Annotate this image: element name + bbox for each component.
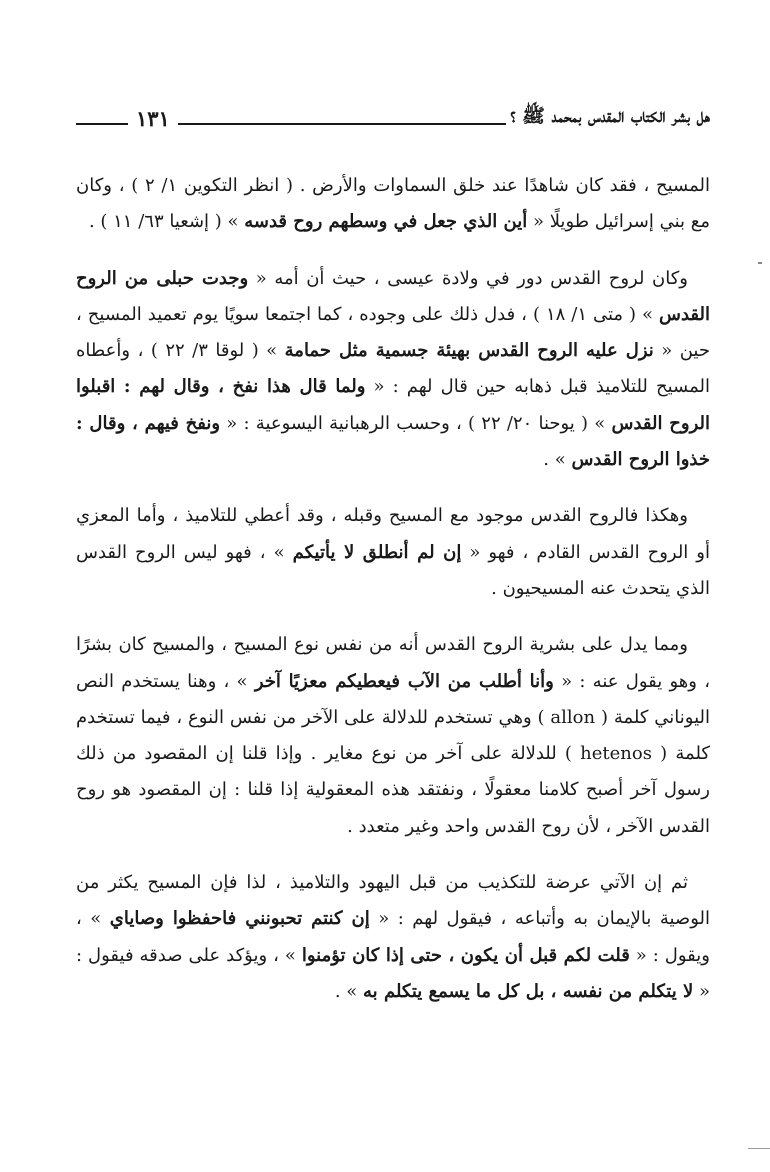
page-number: ١٣١	[136, 105, 170, 131]
body-text: » ( متى ١/ ١٨ ) ، فدل ذلك على وجوده ، كما اجتمعا سويًا يوم تعميد المسيح ، حين «	[76, 303, 710, 362]
quotation-text: وأنا أطلب من الآب فيعطيكم معزيًا آخر	[254, 670, 554, 692]
body-text: » .	[543, 449, 572, 471]
quotation-text: أين الذي جعل في وسطهم روح قدسه	[244, 211, 528, 233]
edge-line	[748, 1148, 770, 1149]
body-text: » ، ويؤكد على صدقه فيقول : «	[76, 944, 710, 1002]
paragraph-5	[76, 865, 710, 1010]
body-text: المسيح ، فقد كان شاهدًا عند خلق السماوات والأرض . ( انظر التكوين ١/ ٢ ) ، وكان مع بني إسرائيل طويلًا «	[76, 175, 711, 233]
quotation-text: وجدت حبلى من الروح القدس	[76, 267, 710, 325]
quotation-text: ولما قال هذا نفخ ، وقال لهم : اقبلوا الروح القدس	[76, 376, 710, 434]
paragraph-3	[76, 498, 710, 607]
header-title: هل بشر الكتاب المقدس بمحمد ﷺ ؟	[510, 105, 710, 127]
body-text: » ، وهنا يستخدم النص اليوناني كلمة ( allon ) وهي تستخدم للدلالة على الآخر من نفس النوع ، فيما تستخدم كلمة ( hetenos ) للدلالة على آخر من نوع مغاير . وإذا قلنا إن المقصود من ذلك رسول آخر أصبح كلامنا معقولًا ، ونفتقد هذه المعقولية إذا قلنا : إن المقصود هو روح القدس الآخر ، لأن روح القدس واحد وغير متعدد .	[76, 670, 710, 837]
running-header	[76, 98, 710, 138]
body-text: وكان لروح القدس دور في ولادة عيسى ، حيث أن أمه «	[248, 267, 688, 289]
quotation-text: نزل عليه الروح القدس بهيئة جسمية مثل حمامة	[284, 340, 654, 362]
header-rule-end	[76, 123, 128, 125]
body-text: » ( لوقا ٣/ ٢٢ ) ، وأعطاه المسيح للتلاميذ قبل ذهابه حين قال لهم : «	[76, 340, 710, 398]
page-body	[76, 168, 710, 1030]
body-text: » ( إشعيا ٦٣/ ١١ ) .	[88, 211, 245, 233]
body-text: » .	[334, 980, 364, 1002]
quotation-text: لا يتكلم من نفسه ، بل كل ما يسمع يتكلم به	[363, 980, 694, 1002]
body-text: ثم إن الآتي عرضة للتكذيب من قبل اليهود والتلاميذ ، لذا فإن المسيح يكثر من الوصية بالإيمان به وأتباعه ، فيقول لهم : «	[76, 872, 710, 930]
body-text: ومما يدل على بشرية الروح القدس أنه من نفس نوع المسيح ، والمسيح كان بشرًا ، وهو يقول عنه : «	[76, 634, 710, 692]
paragraph-4	[76, 627, 710, 845]
quotation-text: إن كنتم تحبونني فاحفظوا وصاياي	[109, 908, 370, 930]
quotation-text: إن لم أنطلق لا يأتيكم	[292, 541, 462, 563]
body-text: » ، ويقول : «	[76, 908, 710, 966]
body-text: » ، فهو ليس الروح القدس الذي يتحدث عنه المسيحيون .	[76, 541, 710, 599]
paragraph-1	[76, 168, 710, 241]
header-rule	[178, 123, 506, 125]
quotation-text: ونفخ فيهم ، وقال : خذوا الروح القدس	[76, 412, 710, 471]
paragraph-2	[76, 261, 710, 479]
body-text: » ( يوحنا ٢٠/ ٢٢ ) ، وحسب الرهبانية اليسوعية : «	[220, 412, 612, 434]
body-text: وهكذا فالروح القدس موجود مع المسيح وقبله ، وقد أعطي للتلاميذ ، وأما المعزي أو الروح القدس القادم ، فهو «	[76, 505, 710, 563]
margin-mark	[758, 262, 762, 264]
quotation-text: قلت لكم قبل أن يكون ، حتى إذا كان تؤمنوا	[301, 944, 630, 966]
